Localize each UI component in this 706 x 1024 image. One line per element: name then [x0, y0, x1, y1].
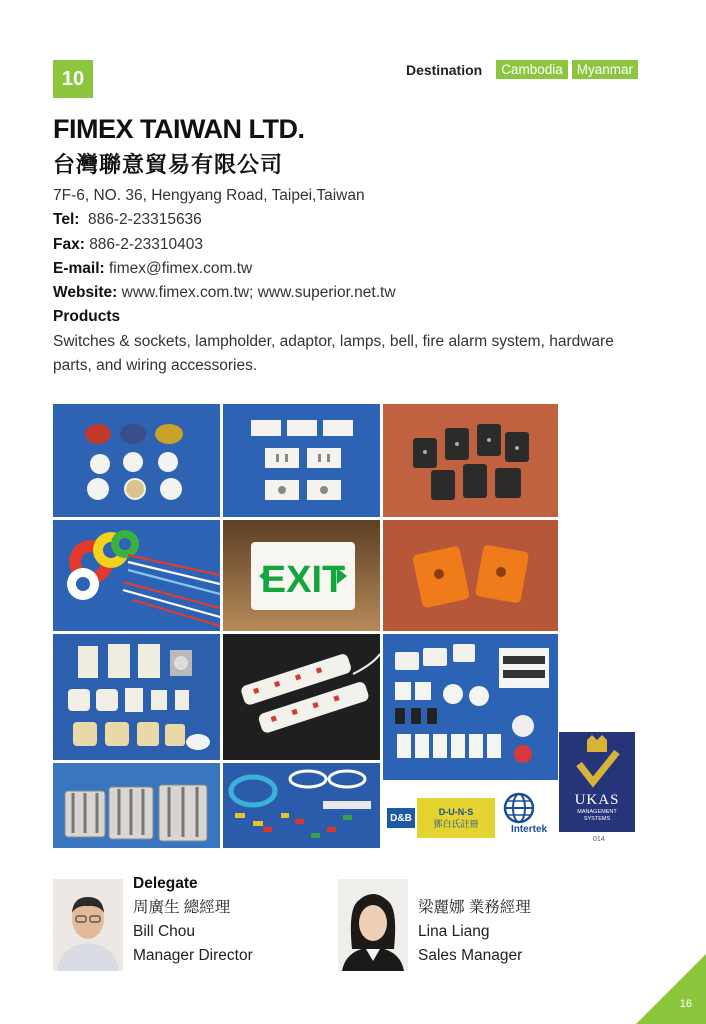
delegate-2-name-en: Lina Liang	[418, 923, 490, 940]
intertek-text: Intertek	[510, 824, 548, 835]
delegate-bill-chou	[133, 872, 253, 968]
crown-tick-icon	[559, 732, 635, 792]
ukas-badge	[559, 732, 635, 832]
delegate-2-title: Sales Manager	[418, 947, 523, 964]
photo-lampholders	[53, 404, 220, 517]
tel-value: 886-2-23315636	[88, 211, 202, 229]
delegate-1-name-cn: 周廣生 總經理	[133, 899, 231, 916]
delegate-2-name-cn: 梁麗娜 業務經理	[418, 899, 531, 916]
products-text: Switches & sockets, lampholder, adaptor, lamps, bell, fire alarm system, hardware parts, and wiring accessories.	[53, 332, 614, 375]
destination-label: Destination	[405, 61, 483, 78]
website-label: Website:	[53, 284, 118, 302]
fax-line	[53, 233, 653, 257]
company-name-en: FIMEX TAIWAN LTD.	[53, 114, 305, 144]
delegate-heading: Delegate	[133, 875, 198, 892]
website-line	[53, 281, 653, 305]
photo-exit-sign	[223, 520, 380, 631]
avatar-lina-liang	[338, 879, 408, 971]
fax-value: 886-2-23310403	[89, 235, 203, 253]
ukas-text: UKAS	[574, 792, 620, 808]
ukas-number: 014	[593, 836, 605, 843]
delegate-1-name-en: Bill Chou	[133, 923, 196, 940]
dnb-logo: D&B	[387, 808, 415, 828]
photo-wiring-accessories	[223, 763, 380, 848]
photo-travel-adaptors-black	[383, 404, 558, 517]
photo-wires-tape	[53, 520, 220, 631]
page-number: 16	[679, 998, 692, 1010]
tel-line	[53, 208, 653, 232]
destination-tag-cambodia: Cambodia	[496, 60, 568, 79]
duns-text: D-U-N-S	[438, 806, 474, 817]
exit-sign-text: EXIT	[260, 559, 346, 601]
page-corner-triangle	[636, 954, 706, 1024]
avatar-bill-chou	[53, 879, 123, 971]
email-value[interactable]: fimex@fimex.com.tw	[109, 259, 253, 277]
delegate-lina-liang	[418, 896, 531, 968]
photo-travel-adaptors-orange	[383, 520, 558, 631]
address: 7F-6, NO. 36, Hengyang Road, Taipei,Taiwan	[53, 187, 365, 204]
tel-label: Tel:	[53, 211, 80, 229]
delegate-1-title: Manager Director	[133, 947, 253, 964]
ukas-sub-text: MANAGEMENT SYSTEMS	[577, 809, 617, 822]
photo-power-strips	[223, 634, 380, 760]
destination-tag-myanmar: Myanmar	[572, 60, 638, 79]
products-heading: Products	[53, 308, 121, 326]
fax-label: Fax:	[53, 235, 85, 253]
product-photo-grid	[53, 404, 635, 848]
certification-logos	[383, 784, 558, 848]
company-info	[53, 184, 653, 378]
email-label: E-mail:	[53, 259, 105, 277]
company-name-cn: 台灣聯意貿易有限公司	[53, 152, 284, 177]
entry-number-badge: 10	[53, 60, 93, 98]
duns-badge	[417, 798, 495, 838]
duns-cn-text: 鄧白氏註冊	[433, 818, 479, 829]
photo-switch-plates	[53, 634, 220, 760]
globe-icon	[503, 792, 535, 824]
destination-row	[406, 60, 638, 79]
intertek-logo	[503, 792, 555, 844]
ukas-logo	[559, 732, 635, 848]
photo-breakers-timers	[383, 634, 558, 780]
website-value[interactable]: www.fimex.com.tw; www.superior.net.tw	[121, 284, 396, 302]
photo-fuse-holders	[53, 763, 220, 848]
email-line	[53, 257, 653, 281]
photo-wall-sockets	[223, 404, 380, 517]
